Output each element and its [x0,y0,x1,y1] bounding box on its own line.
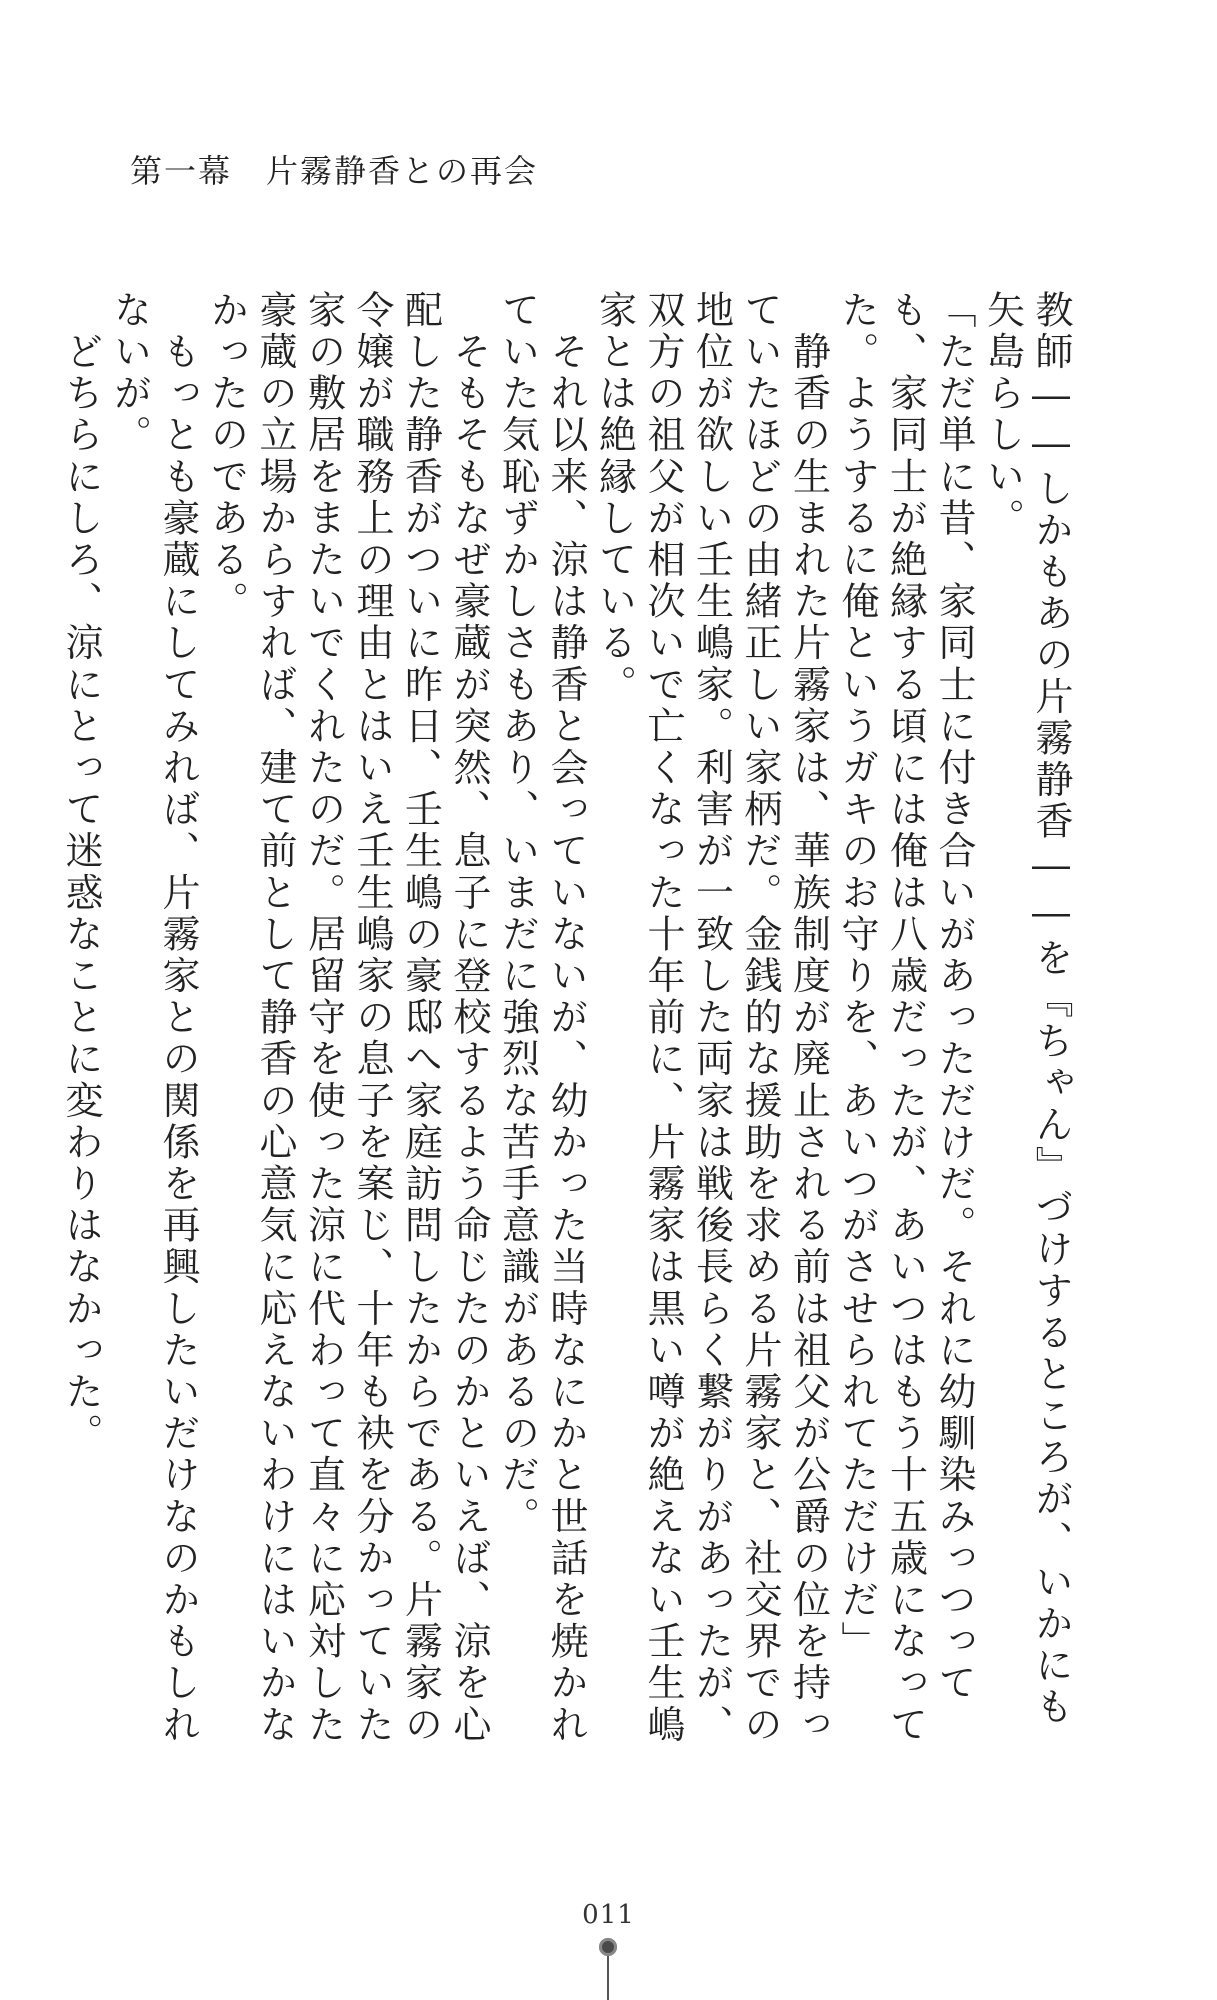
paragraph: どちらにしろ、涼にとって迷惑なことに変わりはなかった。 [59,290,103,1455]
paragraph: それ以来、涼は静香と会っていないが、幼かった当時なにかと世話を焼かれていた気恥ずかしさもあり、いまだに強烈な苦手意識があるのだ。 [495,290,588,1746]
paragraph: そもそもなぜ豪蔵が突然、息子に登校するよう命じたのかといえば、涼を心配した静香がついに昨日、壬生嶋の豪邸へ家庭訪問したからである。片霧家の令嬢が職務上の理由とはいえ壬生嶋家の息子を案じ、十年も袂を分かっていた家の敷居をまたいでくれたのだ。居留守を使った涼に代わって直々に応対した豪蔵の立場からすれば、建て前として静香の心意気に応えないわけにはいかなかったのである。 [204,290,491,1746]
page-ornament-icon [598,1938,618,2000]
body-text [59,290,1075,1760]
page-number: 011 [582,1900,635,1930]
paragraph: もっとも豪蔵にしてみれば、片霧家との関係を再興したいだけなのかもしれないが。 [107,290,200,1746]
paragraph: 「ただ単に昔、家同士に付き合いがあっただけだ。それに幼馴染みっつっても、家同士が絶縁する頃には俺は八歳だったが、あいつはもう十五歳になってた。ようするに俺というガキのお守りを、あいつがさせられてただけだ」 [835,290,976,1746]
running-head: 第一幕 片霧静香との再会 [130,152,539,190]
ornament-stem [607,1956,609,2000]
ornament-dot [599,1938,617,1956]
paragraph: 教師――しかもあの片霧静香――を『ちゃん』づけするところが、いかにも矢島らしい。 [980,290,1073,1729]
paragraph: 静香の生まれた片霧家は、華族制度が廃止される前は祖父が公爵の位を持っていたほどの由緒正しい家柄だ。金銭的な援助を求める片霧家と、社交界での地位が欲しい壬生嶋家。利害が一致した両家は戦後長らく繋がりがあったが、双方の祖父が相次いで亡くなった十年前に、片霧家は黒い噂が絶えない壬生嶋家とは絶縁している。 [592,290,831,1746]
